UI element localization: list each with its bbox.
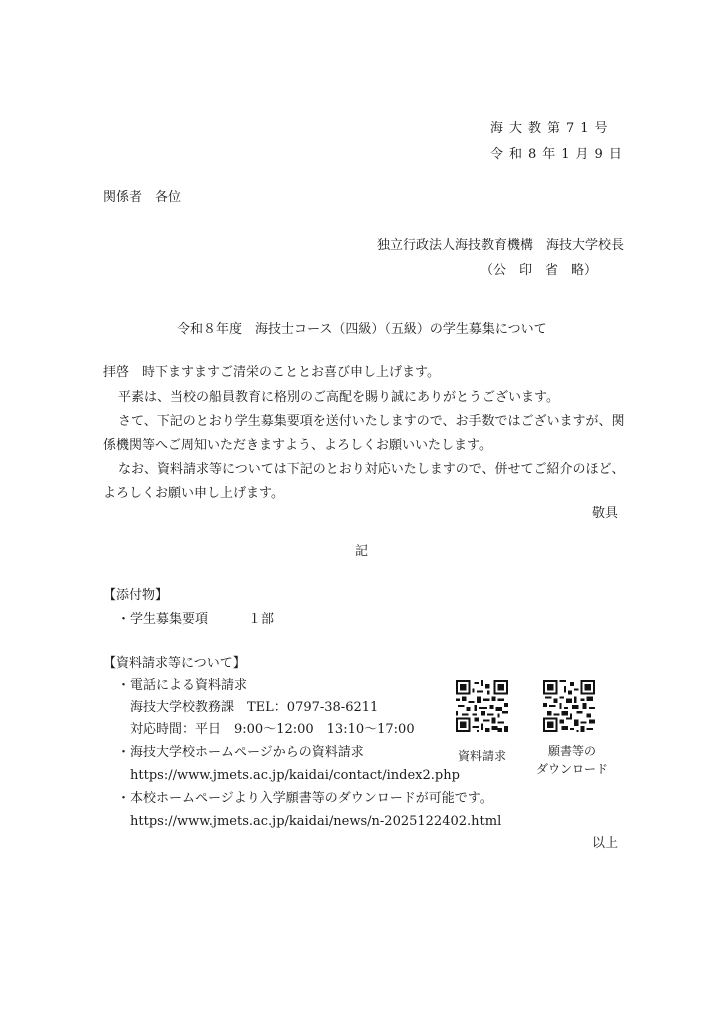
document-number: 海大教第71号 — [490, 121, 614, 136]
qr-code-request-image — [456, 680, 508, 732]
ki-heading: 記 — [355, 544, 369, 559]
phone-office: 海技大学校教務課 TEL：0797-38-6211 — [130, 700, 379, 715]
attachment-item: ・学生募集要項 — [117, 612, 209, 627]
download-title: ・本校ホームページより入学願書等のダウンロードが可能です。 — [117, 791, 493, 806]
qr-caption-download-line-1: 願書等の — [547, 744, 596, 758]
end-mark: 以上 — [592, 836, 619, 851]
inquiry-heading: 【資料請求等について】 — [103, 656, 246, 671]
web-request-title: ・海技大学校ホームページからの資料請求 — [117, 745, 364, 760]
document-date: 令和8年1月9日 — [490, 147, 628, 162]
qr-caption-download-line-2: ダウンロード — [535, 762, 608, 776]
document-title: 令和８年度 海技士コース（四級）（五級）の学生募集について — [177, 322, 547, 337]
paragraph-4-line-1: なお、資料請求等については下記のとおり対応いたしますので、併せてご紹介のほど、 — [118, 462, 625, 477]
phone-request-title: ・電話による資料請求 — [117, 678, 248, 693]
attachment-quantity: １部 — [248, 612, 275, 627]
qr-code-request — [456, 680, 508, 732]
phone-hours: 対応時間：平日 9:00〜12:00 13:10〜17:00 — [130, 722, 415, 737]
qr-caption-request: 資料請求 — [457, 749, 506, 763]
qr-code-download-image — [543, 680, 595, 732]
seal-note: （公 印 省 略） — [480, 263, 598, 278]
paragraph-4-line-2: よろしくお願い申し上げます。 — [103, 486, 284, 501]
download-url[interactable]: https://www.jmets.ac.jp/kaidai/news/n-2025122402.html — [130, 814, 502, 829]
web-request-url[interactable]: https://www.jmets.ac.jp/kaidai/contact/index2.php — [130, 768, 460, 783]
paragraph-2: 平素は、当校の船員教育に格別のご高配を賜り誠にありがとうございます。 — [118, 390, 559, 405]
qr-code-download — [543, 680, 595, 732]
greeting-paragraph: 拝啓 時下ますますご清栄のこととお喜び申し上げます。 — [103, 365, 440, 380]
attachments-heading: 【添付物】 — [103, 588, 169, 603]
addressee: 関係者 各位 — [103, 190, 182, 205]
paragraph-3-line-2: 係機関等へご周知いただきますよう、よろしくお願いいたします。 — [103, 438, 492, 453]
sender: 独立行政法人海技教育機構 海技大学校長 — [377, 238, 625, 253]
closing-keigu: 敬具 — [592, 506, 619, 521]
paragraph-3-line-1: さて、下記のとおり学生募集要項を送付いたしますので、お手数ではございますが、関 — [118, 414, 625, 429]
